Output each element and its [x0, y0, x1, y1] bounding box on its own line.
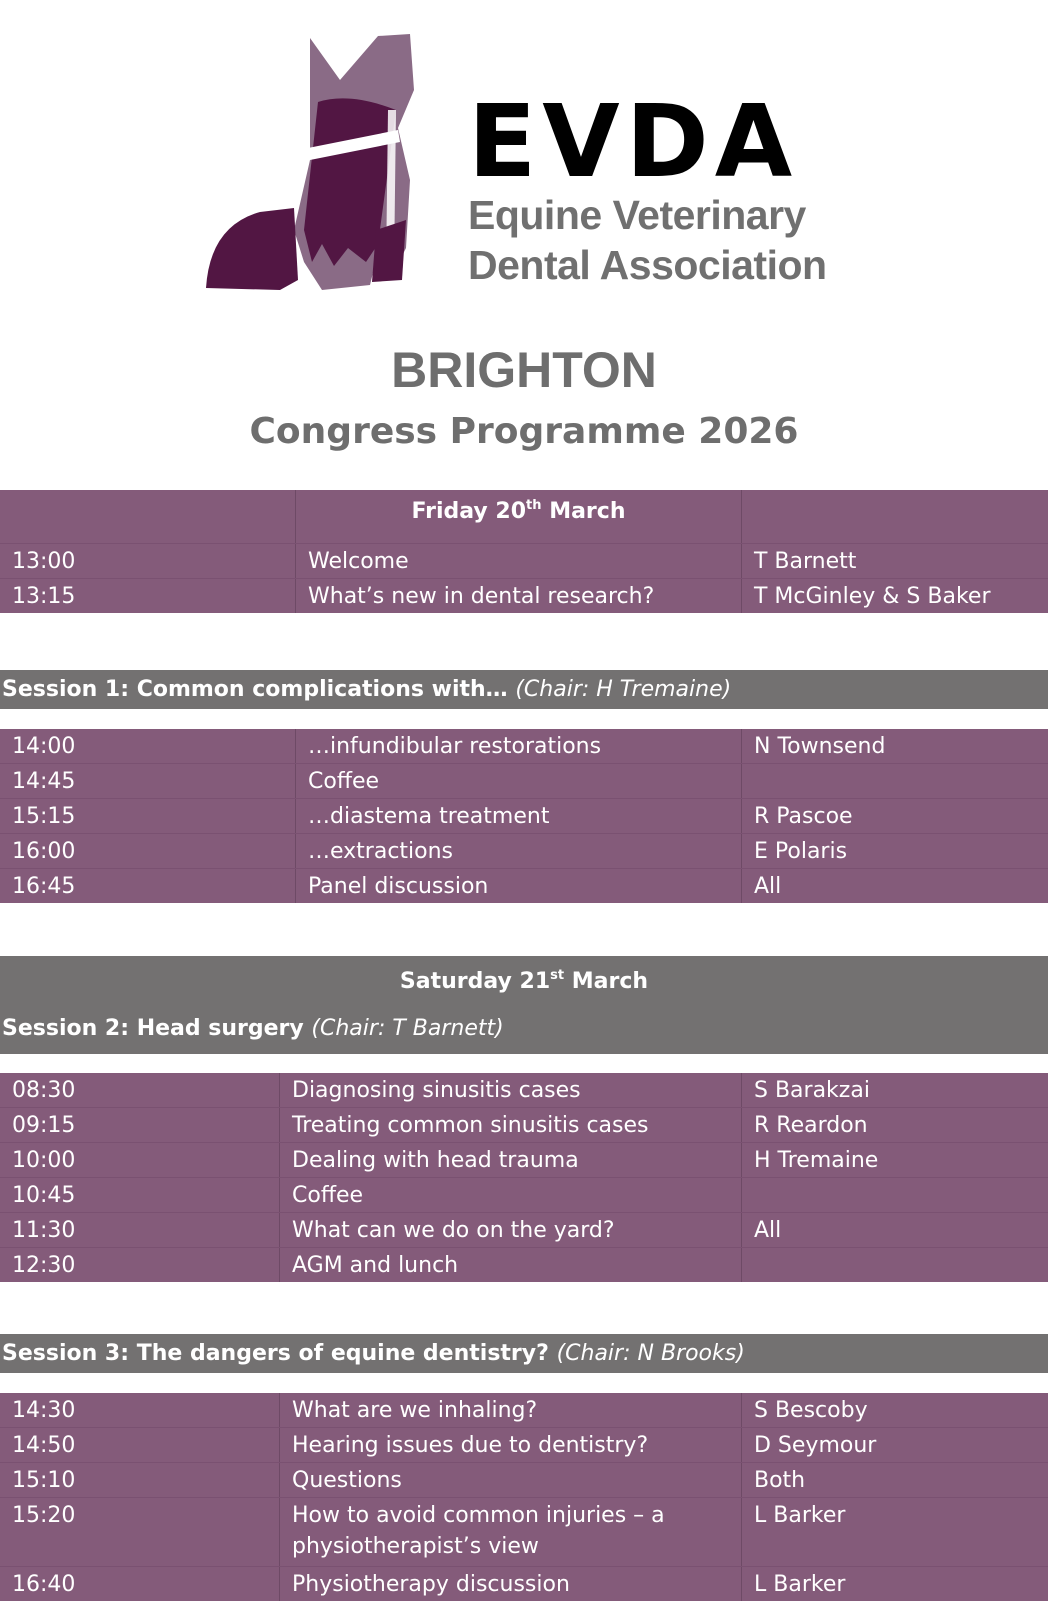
table-row: 16:00 …extractions E Polaris [0, 833, 1048, 868]
table-row: 15:15 …diastema treatment R Pascoe [0, 798, 1048, 833]
friday-day-heading: Friday 20th March [296, 490, 742, 543]
logo-full-name: Equine Veterinary Dental Association [468, 192, 827, 288]
table-row: 08:30 Diagnosing sinusitis cases S Barakzai [0, 1073, 1048, 1107]
session-2-table [0, 1073, 1048, 1282]
friday-header-row [0, 490, 1048, 543]
table-row: 10:00 Dealing with head trauma H Tremaine [0, 1142, 1048, 1177]
friday-table [0, 490, 1048, 613]
saturday-day-heading: Saturday 21st March [399, 968, 649, 994]
evda-logo [200, 30, 840, 300]
table-row: 15:10 Questions Both [0, 1462, 1048, 1497]
session-3-table [0, 1393, 1048, 1601]
table-row: 13:00 Welcome T Barnett [0, 543, 1048, 578]
saturday-header [0, 956, 1048, 1054]
logo-abbreviation: EVDA [468, 83, 799, 200]
session-2-header: Session 2: Head surgery (Chair: T Barnett) [2, 1016, 504, 1041]
page-title: BRIGHTON [391, 342, 657, 398]
table-row: 14:45 Coffee [0, 763, 1048, 798]
table-row: 09:15 Treating common sinusitis cases R Reardon [0, 1107, 1048, 1142]
table-row: 11:30 What can we do on the yard? All [0, 1212, 1048, 1247]
table-row: 16:45 Panel discussion All [0, 868, 1048, 903]
horse-head-icon [200, 30, 440, 300]
table-row: 10:45 Coffee [0, 1177, 1048, 1212]
table-row: 13:15 What’s new in dental research? T McGinley & S Baker [0, 578, 1048, 613]
table-row: 14:00 …infundibular restorations N Townsend [0, 729, 1048, 763]
table-row: 14:30 What are we inhaling? S Bescoby [0, 1393, 1048, 1427]
session-3-header: Session 3: The dangers of equine dentistry? (Chair: N Brooks) [0, 1334, 1048, 1373]
page-subtitle: Congress Programme 2026 [249, 411, 799, 452]
session-1-table [0, 729, 1048, 903]
session-1-header: Session 1: Common complications with… (Chair: H Tremaine) [0, 670, 1048, 709]
table-row: 16:40 Physiotherapy discussion L Barker [0, 1566, 1048, 1601]
table-row: 14:50 Hearing issues due to dentistry? D Seymour [0, 1427, 1048, 1462]
table-row: 15:20 How to avoid common injuries – a physiotherapist’s view L Barker [0, 1497, 1048, 1566]
table-row: 12:30 AGM and lunch [0, 1247, 1048, 1282]
